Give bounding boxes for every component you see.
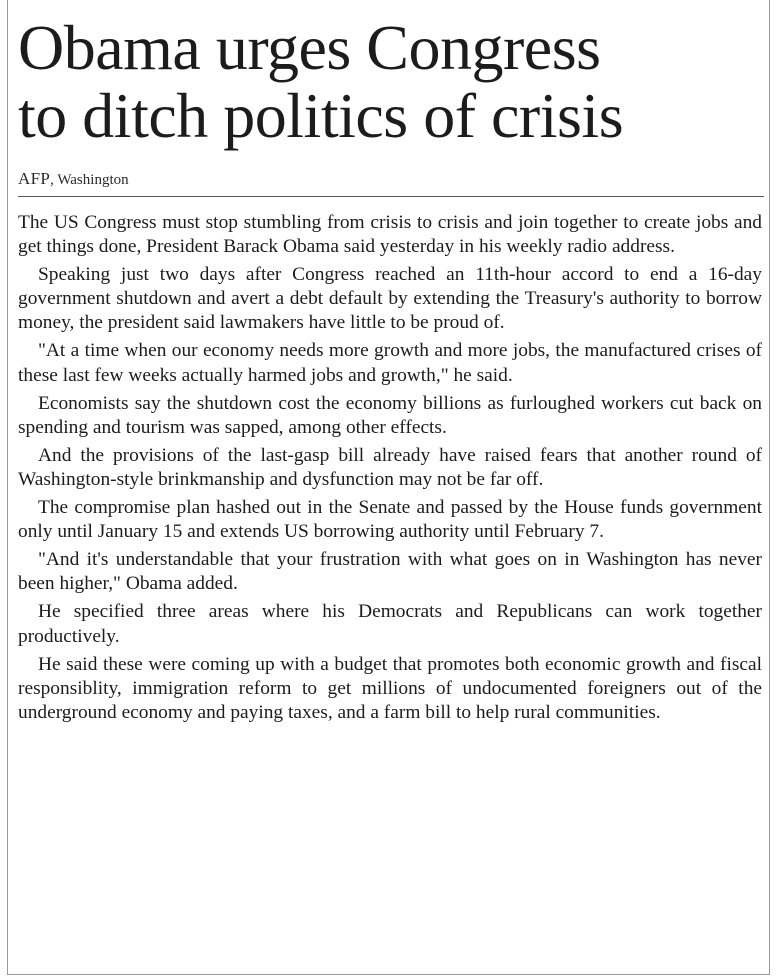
paragraph-7: "And it's understandable that your frustration with what goes on in Washington has never been higher," Obama added.: [18, 549, 762, 595]
paragraph-8: He specified three areas where his Democrats and Republicans can work together productively.: [18, 601, 762, 647]
article-body: [18, 211, 762, 725]
paragraph-5: And the provisions of the last-gasp bill already have raised fears that another round of Washington-style brinkmanship and dysfunction may not be far off.: [18, 444, 762, 490]
headline: [18, 14, 762, 150]
byline-agency: AFP: [18, 169, 51, 188]
headline-line-1: Obama urges Congress: [18, 12, 601, 83]
paragraph-9: He said these were coming up with a budget that promotes both economic growth and fiscal responsiblity, immigration reform to get millions of undocumented foreigners out of the underground economy and paying taxes, and a farm bill to help rural communities.: [18, 653, 762, 723]
headline-line-2: to ditch politics of crisis: [18, 80, 624, 151]
news-article: [18, 14, 762, 729]
paragraph-4: Economists say the shutdown cost the economy billions as furloughed workers cut back on spending and tourism was sapped, among other effects.: [18, 392, 762, 438]
paragraph-3: "At a time when our economy needs more growth and more jobs, the manufactured crises of these last few weeks actually harmed jobs and growth," he said.: [18, 340, 762, 386]
paragraph-2: Speaking just two days after Congress reached an 11th-hour accord to end a 16-day government shutdown and avert a debt default by extending the Treasury's authority to borrow money, the president said lawmakers have little to be proud of.: [18, 264, 762, 334]
paragraph-1: The US Congress must stop stumbling from crisis to crisis and join together to create jobs and get things done, President Barack Obama said yesterday in his weekly radio address.: [18, 212, 762, 258]
byline-location: , Washington: [50, 172, 129, 188]
byline-divider: [18, 196, 764, 197]
paragraph-6: The compromise plan hashed out in the Senate and passed by the House funds government only until January 15 and extends US borrowing authority until February 7.: [18, 497, 762, 543]
byline: [18, 170, 762, 189]
